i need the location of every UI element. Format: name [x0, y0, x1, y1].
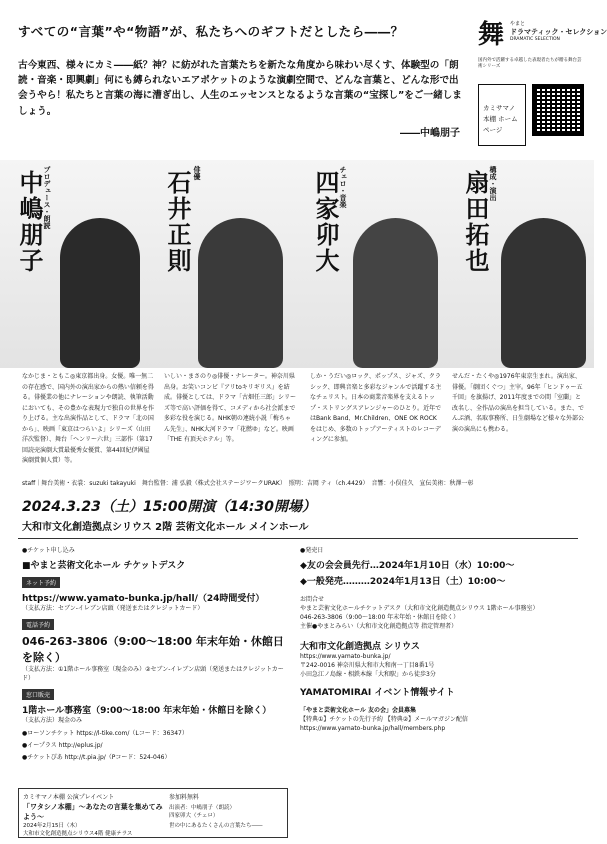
news-label: YAMATOMIRAI イベント情報サイト: [300, 688, 455, 698]
facility-access: 小田急江ノ島線・相鉄本線「大和駅」から徒歩3分: [300, 671, 436, 678]
performer-name: 四家卯大: [311, 170, 339, 274]
prelude-event: [18, 788, 288, 838]
net-tag: ネット予約: [22, 577, 60, 588]
ticket-phone: 046-263-3806（9:00～18:00 年末年始・休館日を除く）: [22, 635, 284, 664]
event-date: 2024.3.23（土）15:00開演（14:30開場）: [22, 499, 316, 515]
host: 主催●やまとみらい（大和市文化創造拠点等 指定管理者）: [300, 623, 458, 630]
logo-line2: ドラマティック・セレクション: [510, 28, 607, 36]
ticket-url[interactable]: https://www.yamato-bunka.jp/hall/（24時間受付）: [22, 594, 265, 604]
phone-tag: 電話予約: [22, 619, 54, 630]
ticket-info: [22, 546, 292, 761]
facility-address: 〒242-0016 神奈川県大和市大和南一丁目8番1号: [300, 662, 435, 669]
logo-sub: 国内外で活躍する卓越した表現者たちが贈る舞台芸術シリーズ: [478, 58, 582, 69]
friends-perk: 【特典①】チケットの先行予約 【特典②】メールマガジン配信: [300, 716, 468, 723]
qr-code-icon[interactable]: [532, 84, 584, 136]
performer-role: チェロ・音楽: [339, 166, 347, 208]
facility-name: 大和市文化創造拠点 シリウス: [300, 642, 420, 652]
general-sale: ◆一般発売………2024年1月13日（土）10:00～: [300, 577, 506, 587]
prelude-cast1: 出演者：中嶋朋子（朗読）: [169, 805, 236, 811]
contact-phone: 046-263-3806（9:00～18:00 年末年始・休館日を除く）: [300, 614, 460, 621]
pay-note: （支払方法：セブン-イレブン店頭（発送またはクレジットカード）: [22, 605, 204, 612]
pia-link[interactable]: ●チケットぴあ http://t.pia.jp/（Pコード：524-046）: [22, 754, 171, 761]
prelude-tag: カミサマノ本棚 公演プレイベント: [23, 794, 115, 801]
pay-note: （支払方法：①1階ホール事務室（現金のみ）②セブン-イレブン店頭（発送またはクレジットカード）: [22, 666, 284, 682]
friends-url[interactable]: https://www.yamato-bunka.jp/hall/members.php: [300, 725, 446, 732]
contact-label: お問合せ: [300, 596, 325, 603]
logo-line1: やまと: [510, 21, 526, 27]
bio-3: しか・うだい◎ロック、ポップス、ジャズ、クラシック、即興音楽と多彩なジャンルで活躍する主なチェリスト。日本の商業音楽界を支えるトップ・ストリングスアレンジャーのひとり。近年ではBank Band、Mr.Children、ONE OK ROCKをはじめ、多数のトップアーティストのレコーディングに参加。: [310, 373, 442, 443]
prelude-place: 大和市文化創造拠点シリウス4階 健康テラス: [23, 831, 133, 837]
bio-1: なかじま・ともこ◎東京都出身。女優。唯一無二の存在感で、国内外の演出家からの熱い信頼を得る。俳優業の他にナレーションや朗読、執筆活動においても、その豊かな表現力で独自の世界を作り上げる。主な出演作品として、ドラマ「北の国から」、映画「東京はつらいよ」シリーズ（山田洋次監督）、舞台「ヘンリー六世」三部作（第17回読売演劇大賞最優秀女優賞、第44回紀伊國屋演劇賞個人賞）等。: [22, 373, 155, 464]
performer-photos: [0, 160, 594, 360]
bio-2: いしい・まさのり◎俳優・ナレーター。神奈川県出身。お笑いコンビ『アリtoキリギリス』を結成。俳優としては、ドラマ「古畑任三郎」シリーズ等で高い評価を得て、コメディから社会派まで多彩な役を演じる。NHK朝の連続小説「梅ちゃん先生」、NHK大河ドラマ「花燃ゆ」など。映画「THE 有頂天ホテル」等。: [164, 373, 297, 443]
member-sale: ◆友の会会員先行…2024年1月10日（水）10:00～: [300, 561, 515, 571]
ticket-heading: ●チケット申し込み: [22, 547, 75, 554]
bio-4: せんだ・たくや◎1976年東京生まれ。演出家、俳優。「劇団くぐつ」主宰。96年「ヒンドゥー五千回」を旗揚げ、2011年度までの間「室蘭」と改名し、全作品の演出を担当している。また、でんぷ酒、名取事務所、日生劇場など様々な外部公演の演出にも携わる。: [452, 373, 585, 433]
ticket-window: 1階ホール事務室（9:00～18:00 年末年始・休館日を除く）: [22, 706, 272, 716]
eplus-link[interactable]: ●イープラス http://eplus.jp/: [22, 742, 103, 749]
staff-credits: staff｜舞台美術・衣裳：suzuki takayuki 舞台監督：浦 弘毅（株式会社ステージワークURAK） 照明：吉岡 ティ（ch.4429） 音響：小俣佳久 宣伝美術：秋澤一彰: [22, 480, 474, 487]
prelude-date: 2024年2月15日（木）: [23, 823, 81, 829]
prelude-title: 「ワタシノ本棚」～あなたの言葉を集めてみよう～: [23, 803, 163, 821]
lawson-link[interactable]: ●ローソンチケット https://l-tike.com/（Lコード：36347）: [22, 730, 188, 737]
lead-text: 古今東西、様々にカミ――紙？神？に紡がれた言葉たちを新たな角度から味わい尽くす、体験型の「朗読・音楽・即興劇」何にも縛られないエアポケットのような演劇空間で、どんな言葉と、どんな形で出会うやら！私たちと言葉の海に漕ぎ出し、人生のエッセンスとなるような言葉の“宝探し”をご一緒しましょう。: [18, 60, 462, 117]
logo-line3: DRAMATIC SELECTION: [510, 37, 560, 42]
friends-title: 「やまと芸術文化ホール 友の会」会員募集: [300, 707, 416, 714]
contact: やまと芸術文化ホールチケットデスク（大和市文化創造拠点シリウス 1階ホール事務室）: [300, 605, 539, 612]
sales-info: [300, 546, 584, 733]
performer-role: 構成・演出: [489, 166, 497, 201]
performer-role: プロデュース・朗読: [43, 166, 51, 229]
event-venue: 大和市文化創造拠点シリウス 2階 芸術文化ホール メインホール: [22, 522, 309, 533]
pay-note: （支払方法）現金のみ: [22, 717, 83, 724]
prelude-note: 世の中にあるたくさんの言葉たち――: [169, 823, 263, 829]
performer-role: 俳優: [193, 166, 201, 180]
window-tag: 窓口販売: [22, 689, 54, 700]
series-logo: [478, 18, 607, 78]
prelude-cast2: 四家卯大（チェロ）: [169, 813, 219, 819]
headline: すべての“言葉”や“物語”が、私たちへのギフトだとしたら――？: [18, 24, 404, 39]
logo-mark: 舞: [478, 20, 505, 50]
homepage-link[interactable]: カミサマノ本棚 ホームページ: [478, 84, 526, 146]
performer-name: 中嶋朋子: [15, 170, 43, 274]
ticket-desk: ■やまと芸術文化ホール チケットデスク: [22, 561, 186, 571]
divider: [18, 538, 578, 539]
prelude-free: 参加料無料: [169, 794, 200, 801]
performer-name: 扇田拓也: [461, 170, 489, 274]
facility-url[interactable]: https://www.yamato-bunka.jp/: [300, 653, 391, 660]
signature: ――中嶋朋子: [400, 128, 460, 139]
performer-name: 石井正則: [163, 170, 191, 274]
sales-heading: ●発売日: [300, 547, 324, 554]
